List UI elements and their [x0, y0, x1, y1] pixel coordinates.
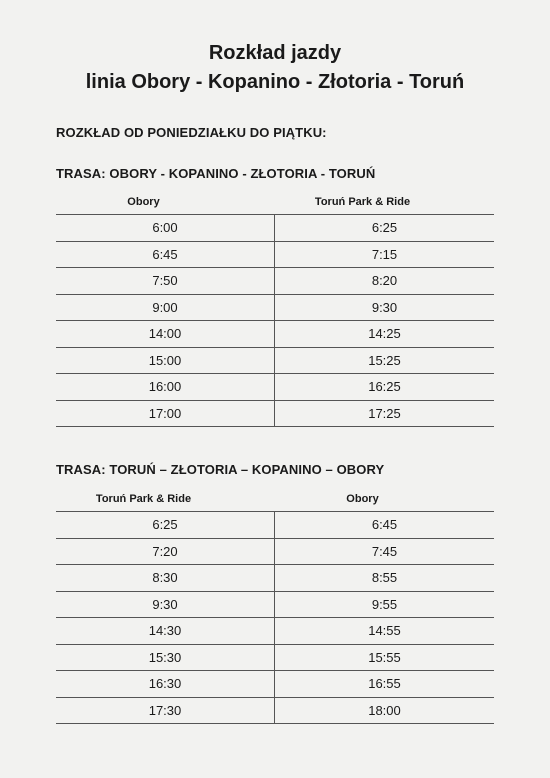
departure-time: 6:25 [152, 517, 178, 532]
table-row [56, 671, 494, 698]
table-row [56, 242, 494, 269]
route1-header-row [56, 190, 494, 215]
table-row [56, 618, 494, 645]
line-name: linia Obory - Kopanino - Złotoria - Toruń [85, 71, 465, 93]
arrival-time: 7:45 [274, 539, 494, 565]
departure-time: 14:30 [148, 623, 182, 638]
route1-heading: TRASA: OBORY - KOPANINO - ZŁOTORIA - TORUŃ [56, 166, 376, 181]
route1-timetable [56, 190, 494, 427]
schedule-days-heading: ROZKŁAD OD PONIEDZIAŁKU DO PIĄTKU: [56, 125, 327, 140]
table-row [56, 295, 494, 322]
departure-time: 15:30 [148, 649, 182, 665]
table-row [56, 348, 494, 375]
route2-col-left-header: Toruń Park & Ride [95, 493, 192, 505]
table-row [56, 565, 494, 592]
departure-time: 17:00 [148, 405, 182, 421]
arrival-time: 17:25 [274, 401, 494, 427]
arrival-time: 6:45 [274, 512, 494, 538]
table-row [56, 645, 494, 672]
table-row [56, 592, 494, 619]
page-title: Rozkład jazdy [208, 42, 342, 64]
departure-time: 7:50 [152, 273, 178, 288]
departure-time: 15:00 [148, 352, 182, 368]
table-row [56, 215, 494, 242]
table-row [56, 401, 494, 428]
arrival-time: 14:55 [274, 618, 494, 644]
arrival-time: 16:25 [274, 374, 494, 400]
table-row [56, 268, 494, 295]
arrival-time: 15:55 [274, 645, 494, 671]
departure-time: 6:45 [152, 246, 178, 262]
route2-heading: TRASA: TORUŃ – ZŁOTORIA – KOPANINO – OBORY [56, 462, 385, 477]
arrival-time: 15:25 [274, 348, 494, 374]
arrival-time: 6:25 [274, 215, 494, 241]
route2-col-right-header: Obory [346, 493, 379, 505]
arrival-time: 8:55 [274, 565, 494, 591]
departure-time: 16:00 [148, 379, 182, 394]
departure-time: 9:30 [152, 596, 178, 612]
departure-time: 7:20 [152, 543, 178, 559]
arrival-time: 8:20 [274, 268, 494, 294]
departure-time: 16:30 [148, 676, 182, 691]
route2-timetable [56, 487, 494, 724]
arrival-time: 7:15 [274, 242, 494, 268]
route1-col-left-header: Obory [127, 196, 160, 208]
departure-time: 9:00 [152, 299, 178, 315]
table-row [56, 512, 494, 539]
arrival-time: 9:30 [274, 295, 494, 321]
departure-time: 8:30 [152, 570, 178, 585]
table-row [56, 698, 494, 725]
arrival-time: 14:25 [274, 321, 494, 347]
departure-time: 6:00 [152, 220, 178, 235]
arrival-time: 18:00 [274, 698, 494, 724]
departure-time: 17:30 [148, 702, 182, 718]
departure-time: 14:00 [148, 326, 182, 341]
arrival-time: 16:55 [274, 671, 494, 697]
table-row [56, 321, 494, 348]
table-row [56, 539, 494, 566]
arrival-time: 9:55 [274, 592, 494, 618]
table-row [56, 374, 494, 401]
route2-header-row [56, 487, 494, 512]
route1-col-right-header: Toruń Park & Ride [314, 196, 411, 208]
